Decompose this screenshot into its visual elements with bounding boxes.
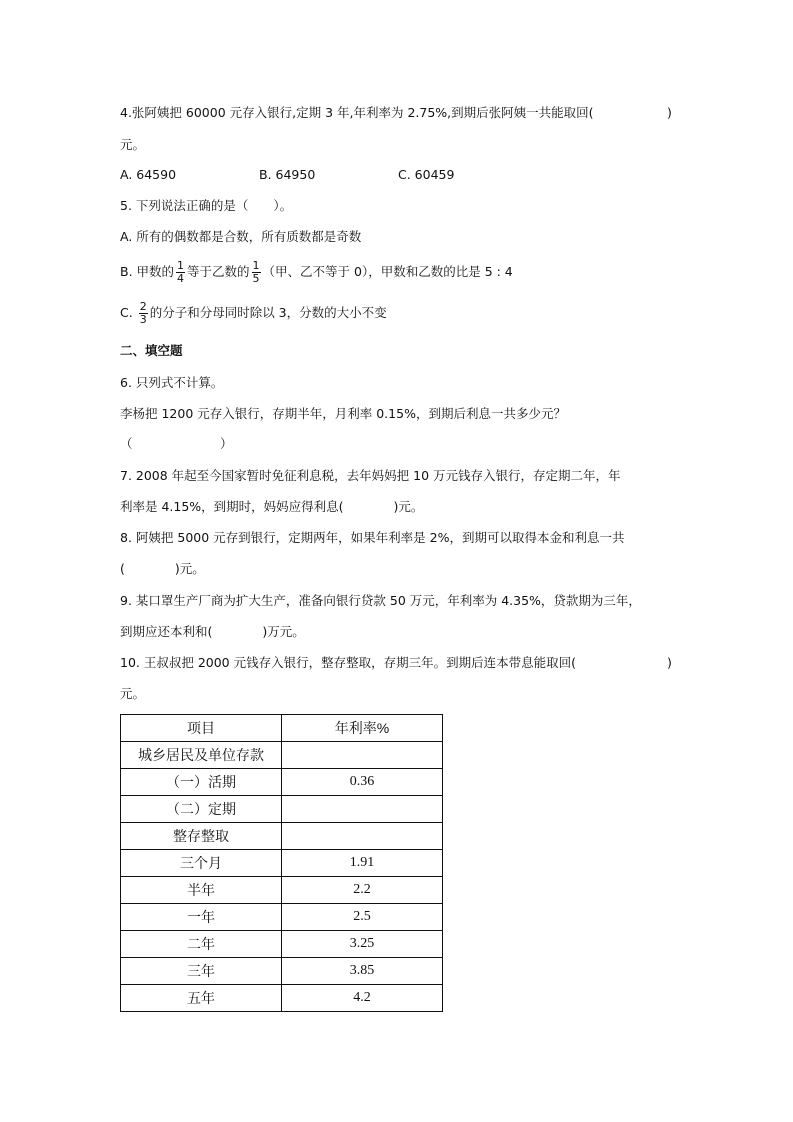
table-cell-item: （二）定期 — [121, 796, 282, 823]
q5-b-mid: 等于乙数的 — [187, 264, 250, 279]
table-row — [121, 769, 443, 796]
q4-stem-line1 — [120, 105, 594, 121]
table-row — [121, 904, 443, 931]
q5-option-b — [120, 258, 513, 286]
q4-option-a: A. 64590 — [120, 167, 177, 182]
q4-stem-text: 4.张阿姨把 60000 元存入银行,定期 3 年,年利率为 2.75%,到期后张阿姨一共能取回( — [120, 105, 594, 120]
q6-answer-blank: （ ） — [120, 436, 233, 451]
table-cell-item: （一）活期 — [121, 769, 282, 796]
table-row — [121, 985, 443, 1012]
table-cell-rate — [282, 796, 443, 823]
table-cell-rate — [282, 823, 443, 850]
q6-stem: 6. 只列式不计算。 — [120, 375, 224, 390]
q5-b-fraction-1 — [176, 260, 185, 285]
table-cell-rate: 3.25 — [282, 931, 443, 958]
table-cell-rate: 2.5 — [282, 904, 443, 931]
section-title: 二、填空题 — [120, 343, 183, 358]
q5-c-fraction — [139, 301, 148, 326]
table-cell-rate — [282, 742, 443, 769]
q5-b-suffix: （甲、乙不等于 0），甲数和乙数的比是 5 : 4 — [262, 264, 513, 279]
table-cell-item: 二年 — [121, 931, 282, 958]
table-cell-rate: 3.85 — [282, 958, 443, 985]
q10-paren-close: ) — [667, 655, 672, 670]
table-row — [121, 850, 443, 877]
table-row — [121, 742, 443, 769]
q4-option-c: C. 60459 — [398, 167, 455, 182]
table-cell-item: 一年 — [121, 904, 282, 931]
table-row — [121, 958, 443, 985]
q5-b-frac2-denominator: 5 — [252, 272, 260, 285]
table-cell-item: 五年 — [121, 985, 282, 1012]
table-cell-rate: 4.2 — [282, 985, 443, 1012]
q5-b-prefix: B. 甲数的 — [120, 264, 175, 279]
table-header-rate: 年利率% — [282, 715, 443, 742]
table-cell-rate: 2.2 — [282, 877, 443, 904]
table-row — [121, 823, 443, 850]
q10-stem-line2: 元。 — [120, 686, 146, 701]
q5-c-frac-denominator: 3 — [139, 313, 147, 326]
table-cell-item: 整存整取 — [121, 823, 282, 850]
q5-c-frac-numerator: 2 — [139, 300, 147, 313]
q4-stem-line2: 元。 — [120, 137, 146, 152]
interest-rate-table — [120, 714, 443, 1012]
table-cell-item: 三年 — [121, 958, 282, 985]
q5-b-frac1-denominator: 4 — [177, 272, 185, 285]
table-header-row — [121, 715, 443, 742]
q6-body: 李杨把 1200 元存入银行，存期半年，月利率 0.15%，到期后利息一共多少元？ — [120, 406, 566, 421]
q5-option-c — [120, 299, 387, 327]
q8-stem-line1: 8. 阿姨把 5000 元存到银行，定期两年，如果年利率是 2%，到期可以取得本金和利息一共 — [120, 530, 625, 545]
table-row — [121, 877, 443, 904]
q7-stem-line2: 利率是 4.15%，到期时，妈妈应得利息( )元。 — [120, 499, 424, 514]
q4-option-b: B. 64950 — [259, 167, 316, 182]
q7-stem-line1: 7. 2008 年起至今国家暂时免征利息税，去年妈妈把 10 万元钱存入银行，存定期二年，年 — [120, 468, 621, 483]
table-cell-item: 三个月 — [121, 850, 282, 877]
table-cell-rate: 1.91 — [282, 850, 443, 877]
q5-b-frac1-numerator: 1 — [177, 259, 185, 272]
table-cell-item: 半年 — [121, 877, 282, 904]
q5-stem: 5. 下列说法正确的是（ ）。 — [120, 198, 293, 213]
q5-option-a: A. 所有的偶数都是合数，所有质数都是奇数 — [120, 229, 362, 244]
q9-stem-line1: 9. 某口罩生产厂商为扩大生产，准备向银行贷款 50 万元，年利率为 4.35%，贷款期为三年， — [120, 593, 641, 608]
q5-b-fraction-2 — [252, 260, 261, 285]
table-cell-rate: 0.36 — [282, 769, 443, 796]
table-header-item: 项目 — [121, 715, 282, 742]
table-row — [121, 796, 443, 823]
q5-b-frac2-numerator: 1 — [252, 259, 260, 272]
q5-c-prefix: C. — [120, 305, 137, 320]
q4-paren-close: ) — [667, 105, 672, 120]
q9-stem-line2: 到期应还本利和( )万元。 — [120, 624, 305, 639]
table-row — [121, 931, 443, 958]
q5-c-suffix: 的分子和分母同时除以 3，分数的大小不变 — [149, 305, 387, 320]
q8-stem-line2: ( )元。 — [120, 561, 205, 576]
table-cell-item: 城乡居民及单位存款 — [121, 742, 282, 769]
q10-stem-line1: 10. 王叔叔把 2000 元钱存入银行，整存整取，存期三年。到期后连本带息能取回( — [120, 655, 576, 670]
